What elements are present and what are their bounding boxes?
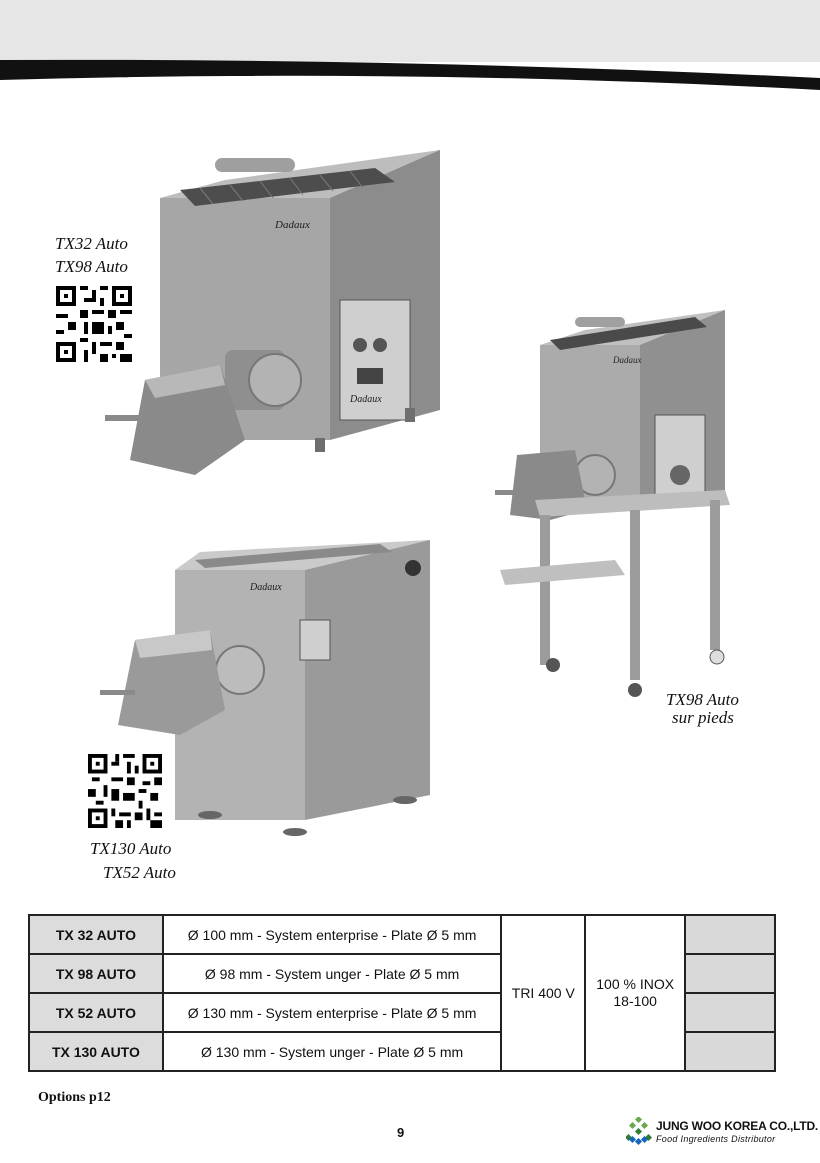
model-cell: TX 52 AUTO bbox=[29, 993, 163, 1032]
qr-code-tx130[interactable] bbox=[88, 754, 162, 828]
caption-tx52: TX52 Auto bbox=[103, 863, 176, 882]
caption-tx130: TX130 Auto bbox=[90, 839, 172, 858]
caption-tx98: TX98 Auto bbox=[55, 257, 128, 276]
description-cell: Ø 98 mm - System unger - Plate Ø 5 mm bbox=[163, 954, 501, 993]
description-cell: Ø 130 mm - System enterprise - Plate Ø 5 mm bbox=[163, 993, 501, 1032]
blank-cell bbox=[685, 954, 775, 993]
brand-plate: Dadaux bbox=[250, 582, 282, 593]
brand-plate: Dadaux bbox=[350, 394, 382, 405]
machine-image-tx98-stand bbox=[495, 305, 735, 700]
options-reference: Options p12 bbox=[38, 1090, 111, 1105]
table-row bbox=[29, 915, 775, 954]
voltage-cell: TRI 400 V bbox=[501, 915, 585, 1071]
footer-logo bbox=[626, 1117, 819, 1147]
header-band bbox=[0, 0, 820, 90]
company-tagline: Food Ingredients Distributor bbox=[656, 1134, 776, 1144]
company-name: JUNG WOO KOREA CO.,LTD. bbox=[656, 1119, 819, 1133]
material-line-1: 100 % INOX bbox=[596, 976, 675, 992]
company-logo-icon bbox=[626, 1117, 652, 1145]
model-cell: TX 32 AUTO bbox=[29, 915, 163, 954]
caption-tx98-pieds-stand: sur pieds bbox=[672, 708, 734, 727]
material-line-2: 18-100 bbox=[613, 993, 657, 1009]
blank-cell bbox=[685, 993, 775, 1032]
blank-cell bbox=[685, 915, 775, 954]
qr-code-tx32[interactable] bbox=[56, 286, 132, 362]
model-cell: TX 130 AUTO bbox=[29, 1032, 163, 1071]
caption-tx98-pieds-model: TX98 Auto bbox=[666, 690, 739, 709]
spec-table bbox=[28, 914, 776, 1072]
page-number: 9 bbox=[397, 1125, 405, 1140]
brand-plate: Dadaux bbox=[613, 355, 642, 365]
model-cell: TX 98 AUTO bbox=[29, 954, 163, 993]
description-cell: Ø 100 mm - System enterprise - Plate Ø 5 mm bbox=[163, 915, 501, 954]
caption-tx32: TX32 Auto bbox=[55, 234, 128, 253]
brand-plate: Dadaux bbox=[275, 219, 310, 231]
machine-image-tx32 bbox=[105, 140, 450, 480]
blank-cell bbox=[685, 1032, 775, 1071]
material-cell bbox=[585, 915, 685, 1071]
description-cell: Ø 130 mm - System unger - Plate Ø 5 mm bbox=[163, 1032, 501, 1071]
